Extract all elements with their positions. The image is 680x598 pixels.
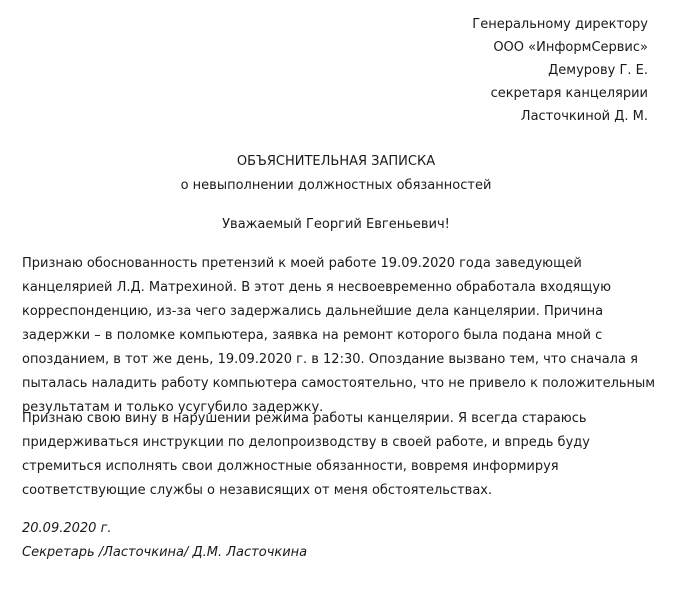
- addressee-block: [472, 13, 648, 128]
- sender-position: секретаря канцелярии: [490, 86, 648, 101]
- addressee-name: Демурову Г. Е.: [548, 63, 648, 78]
- sender-name: Ласточкиной Д. М.: [520, 109, 648, 124]
- body-paragraph-2: Признаю свою вину в нарушении режима работы канцелярии. Я всегда стараюсь придерживаться инструкции по делопроизводству в своей работе, и впредь буду стремиться исполнять свои должностные обязанности, вовремя информируя соответствующие службы о независящих от меня обстоятельствах.: [22, 411, 590, 498]
- body-paragraph-1: Признаю обоснованность претензий к моей работе 19.09.2020 года заведующей канцелярией Л.Д. Матрехиной. В этот день я несвоевременно обработала входящую корреспонденцию, из-за чего задержались дальнейшие дела канцелярии. Причина задержки – в поломке компьютера, заявка на ремонт которого была подана мной с опозданием, в тот же день, 19.09.2020 г. в 12:30. Опоздание вызвано тем, что сначала я пыталась наладить работу компьютера самостоятельно, что не привело к положительным результатам и только усугубило задержку.: [22, 256, 656, 415]
- addressee-company: ООО «ИнформСервис»: [493, 40, 648, 55]
- signature-signer: Секретарь /Ласточкина/ Д.М. Ласточкина: [22, 545, 308, 560]
- document-subtitle: о невыполнении должностных обязанностей: [180, 178, 492, 193]
- document-title-block: [0, 150, 672, 198]
- addressee-position: Генеральному директору: [472, 17, 648, 32]
- greeting: Уважаемый Георгий Евгеньевич!: [222, 217, 450, 232]
- document-title: ОБЪЯСНИТЕЛЬНАЯ ЗАПИСКА: [236, 154, 436, 169]
- signature-date: 20.09.2020 г.: [22, 521, 112, 536]
- signature-block: [22, 517, 307, 565]
